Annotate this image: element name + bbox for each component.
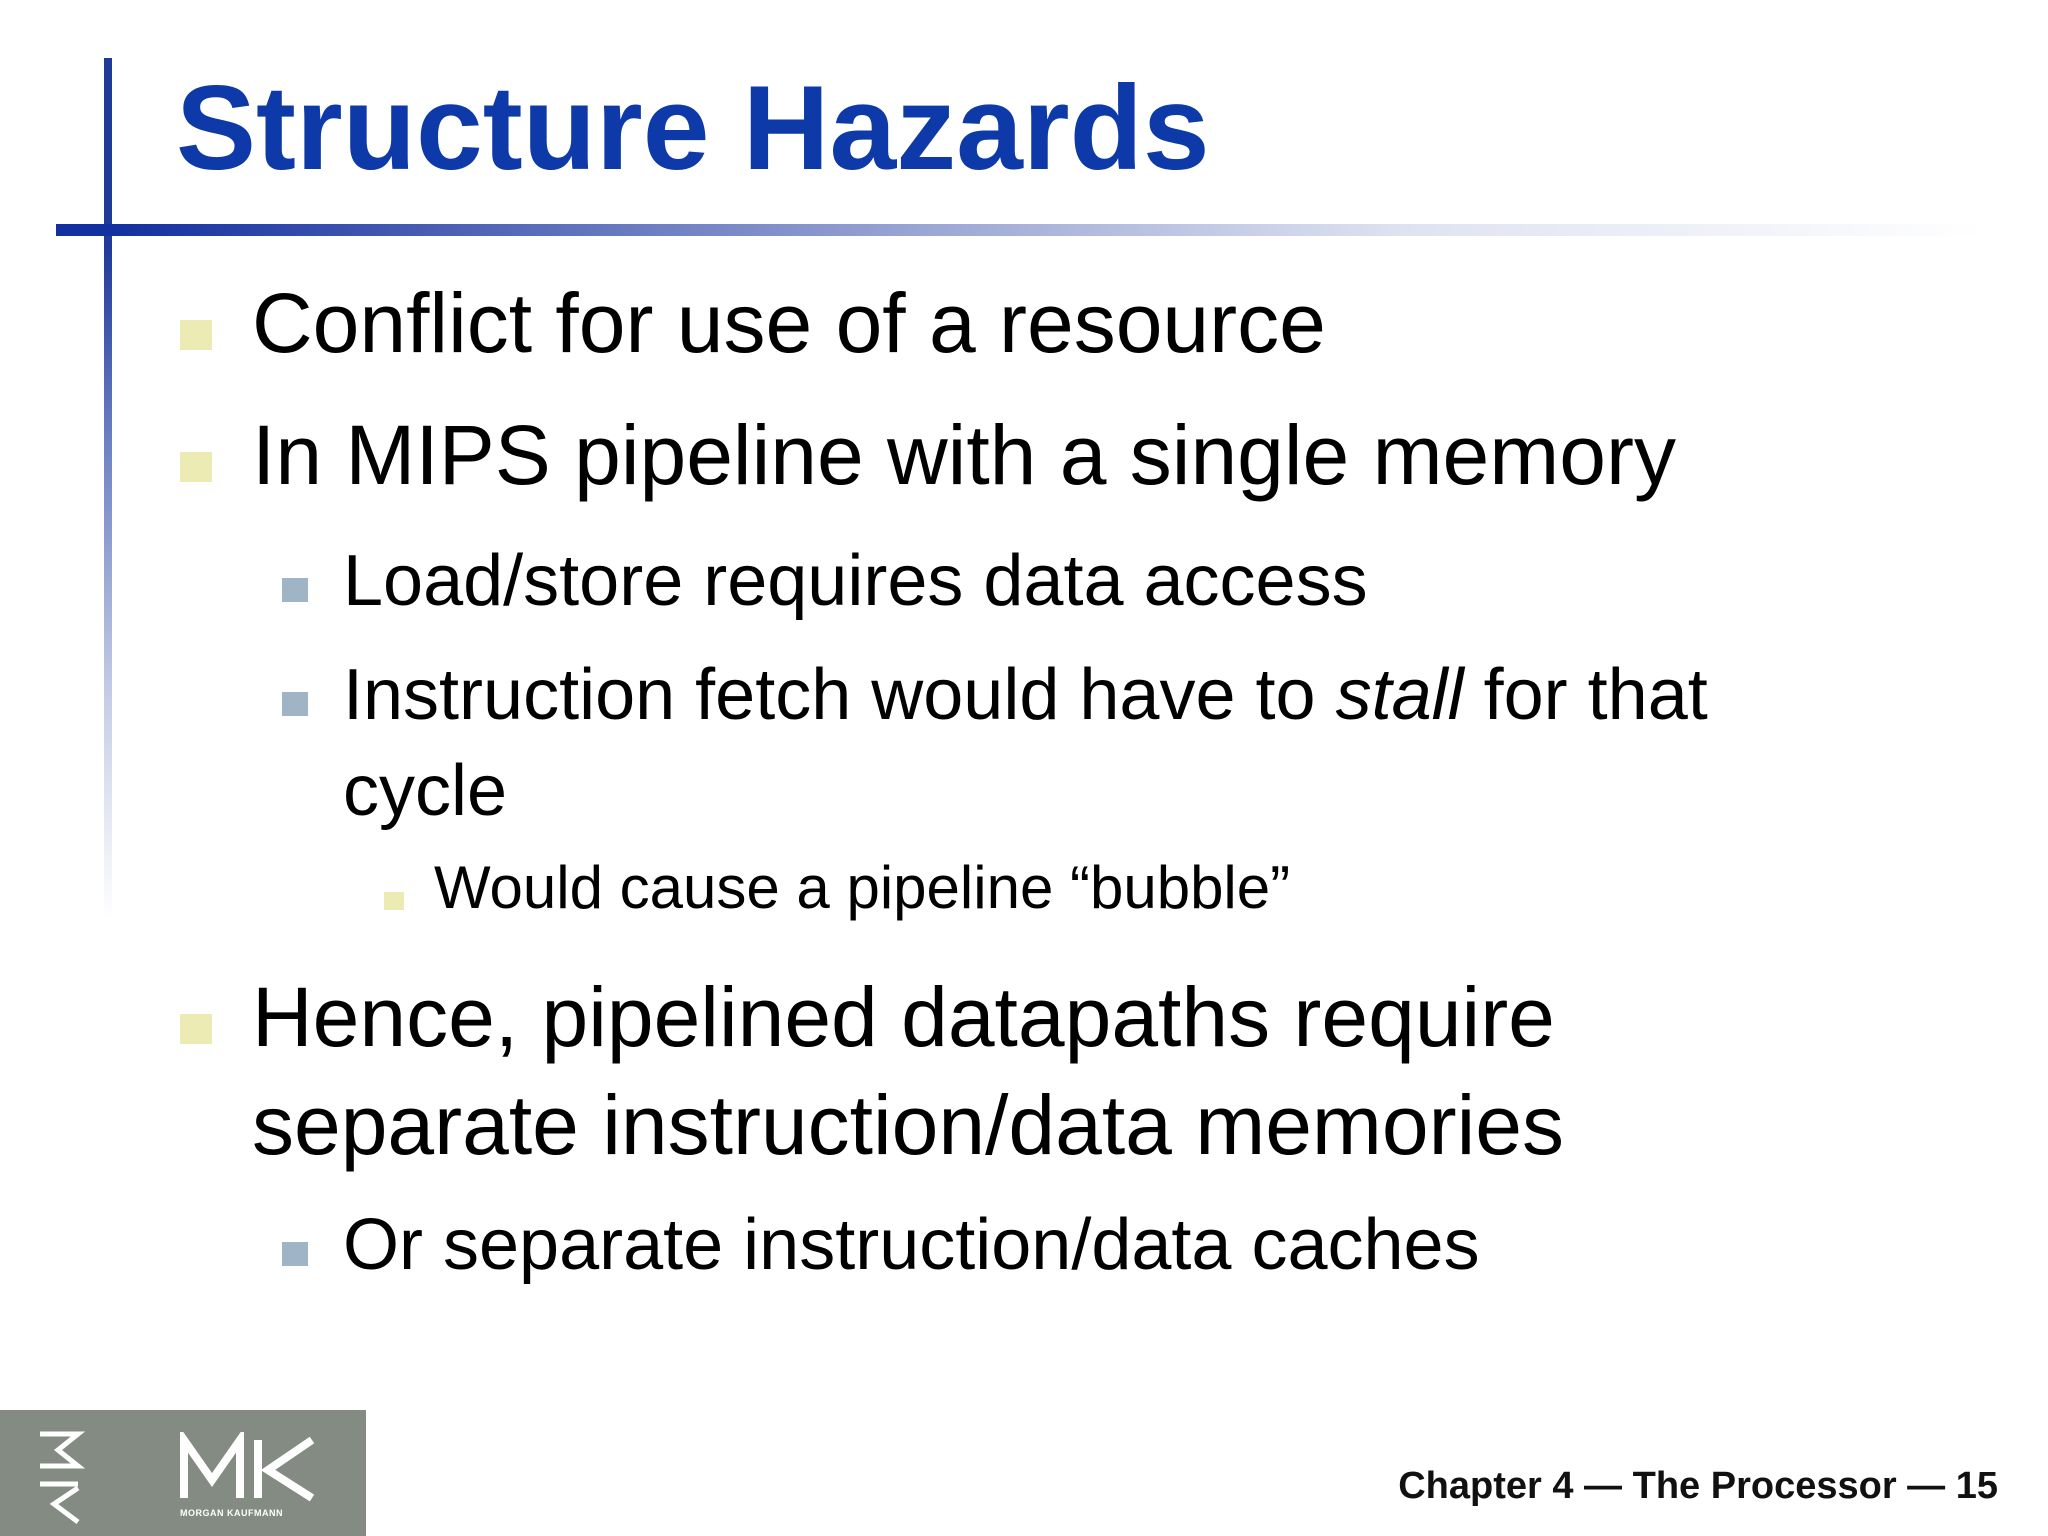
square-bullet-icon [384,892,404,910]
bullet-text [343,646,1708,744]
square-bullet-icon [282,692,308,716]
stall-emphasis: stall [1335,655,1464,735]
vertical-accent-line [104,58,112,920]
square-bullet-icon [180,452,212,482]
publisher-logo-box [0,1410,366,1536]
bullet-text: separate instruction/data memories [252,1078,1564,1172]
chapter-page-footer: Chapter 4 — The Processor — 15 [1398,1465,1998,1507]
square-bullet-icon [180,320,212,350]
bullet-text: Or separate instruction/data caches [343,1205,1480,1285]
bullet-text-part: for that [1463,655,1708,735]
mk-logo-icon [178,1432,318,1504]
bullet-text: Conflict for use of a resource [252,276,1326,370]
publisher-name: MORGAN KAUFMANN [180,1508,283,1518]
bullet-text: Hence, pipelined datapaths require [252,970,1555,1064]
mk-vertical-logo-icon [30,1430,90,1526]
square-bullet-icon [282,578,308,602]
bullet-text: Would cause a pipeline “bubble” [434,854,1291,921]
bullet-text: In MIPS pipeline with a single memory [252,408,1676,502]
bullet-text-part: Instruction fetch would have to [343,655,1336,735]
horizontal-accent-line [56,224,1986,236]
square-bullet-icon [180,1014,212,1044]
slide-title: Structure Hazards [176,61,1210,195]
bullet-text: Load/store requires data access [343,541,1368,621]
bullet-text: cycle [343,751,508,831]
square-bullet-icon [282,1242,308,1266]
